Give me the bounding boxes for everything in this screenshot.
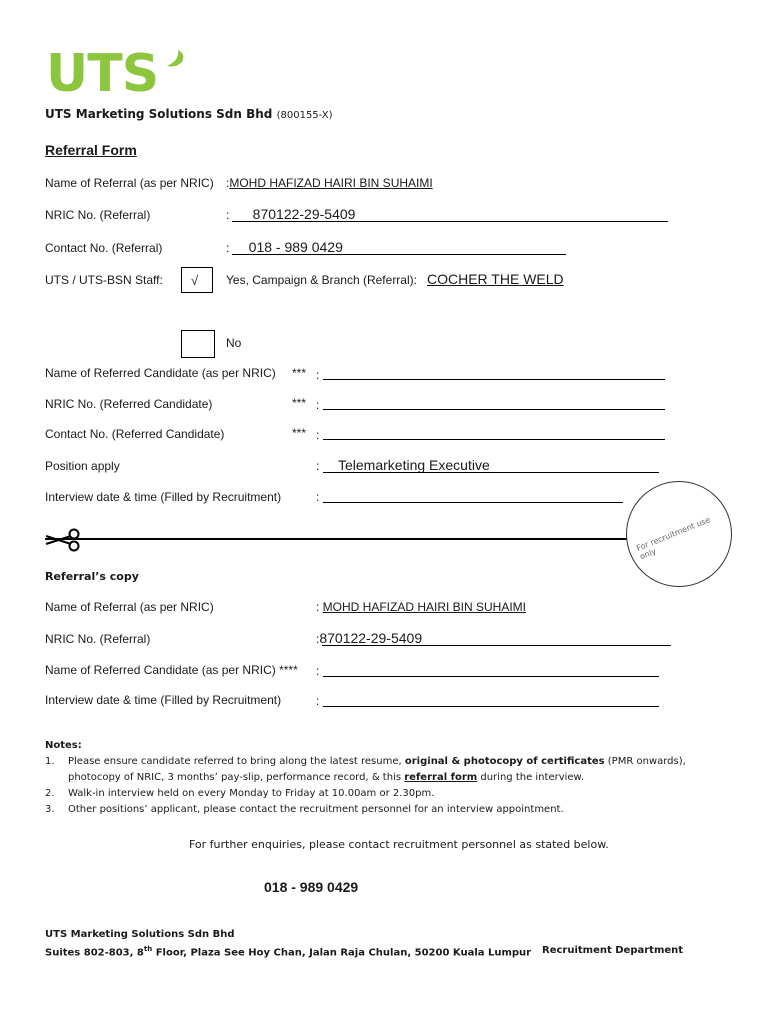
candidate-contact-required: *** (292, 426, 307, 440)
footer-company: UTS Marketing Solutions Sdn Bhd (45, 929, 235, 940)
copy-referral-nric-line (322, 645, 671, 646)
footer-address (45, 945, 531, 958)
copy-referral-name-label: Name of Referral (as per NRIC) (45, 600, 214, 614)
copy-referral-nric-value: 870122-29-5409 (319, 630, 423, 646)
interview-colon: : (316, 490, 320, 504)
staff-yes-checkbox[interactable] (181, 267, 213, 293)
copy-interview-colon: : (316, 694, 320, 708)
candidate-contact-colon: : (316, 428, 320, 442)
note-3-text: Other positions’ applicant, please contact the recruitment personnel for an interview appointment. (68, 804, 564, 815)
company-name: UTS Marketing Solutions Sdn Bhd (45, 107, 273, 121)
staff-label: UTS / UTS-BSN Staff: (45, 273, 163, 287)
copy-referral-nric-label: NRIC No. (Referral) (45, 632, 151, 646)
company-header (45, 107, 333, 121)
position-label: Position apply (45, 459, 120, 473)
note-1-text-f: during the interview. (480, 772, 584, 783)
note-1-number: 1. (45, 756, 55, 767)
candidate-nric-required: *** (292, 396, 307, 410)
referral-nric-line (232, 221, 668, 222)
note-2-text: Walk-in interview held on every Monday to Friday at 10.00am or 2.30pm. (68, 788, 435, 799)
candidate-nric-label: NRIC No. (Referred Candidate) (45, 397, 213, 411)
position-colon: : (316, 459, 320, 473)
staff-no-checkbox[interactable] (181, 330, 215, 358)
contact-number: 018 - 989 0429 (264, 879, 359, 895)
note-1-text-d: photocopy of NRIC, 3 months’ pay-slip, performance record, & this (68, 772, 402, 783)
form-title: Referral Form (45, 142, 137, 158)
logo-text: UTS (46, 44, 159, 104)
note-1-text-c: (PMR onwards), (607, 756, 686, 767)
scissors-icon (44, 528, 84, 552)
staff-no-label: No (226, 336, 242, 350)
note-1-line-1 (68, 756, 686, 767)
candidate-name-label: Name of Referred Candidate (as per NRIC) (45, 366, 276, 380)
referral-name-label: Name of Referral (as per NRIC) (45, 176, 214, 190)
copy-interview-input[interactable] (323, 706, 659, 707)
note-1-text-a: Please ensure candidate referred to bring along the latest resume, (68, 756, 402, 767)
interview-input[interactable] (323, 502, 623, 503)
position-line (323, 472, 659, 473)
note-2-number: 2. (45, 788, 55, 799)
referral-nric-value: 870122-29-5409 (252, 206, 356, 222)
candidate-nric-colon: : (316, 398, 320, 412)
cut-line (45, 538, 627, 540)
referral-name-value: MOHD HAFIZAD HAIRI BIN SUHAIMI (229, 176, 433, 190)
copy-candidate-name-colon: : (316, 664, 320, 678)
candidate-name-colon: : (316, 368, 320, 382)
copy-referral-name-field[interactable]: : MOHD HAFIZAD HAIRI BIN SUHAIMI (316, 600, 527, 614)
candidate-contact-label: Contact No. (Referred Candidate) (45, 427, 225, 441)
check-mark-icon: √ (191, 273, 199, 288)
recruitment-stamp (626, 481, 732, 587)
logo-accent-icon (164, 48, 186, 70)
copy-candidate-name-label: Name of Referred Candidate (as per NRIC) **** (45, 663, 298, 677)
staff-yes-value[interactable]: COCHER THE WELD (427, 271, 564, 287)
referral-nric-field[interactable]: : 870122-29-5409 (226, 206, 356, 222)
referral-nric-label: NRIC No. (Referral) (45, 208, 151, 222)
company-reg: (800155-X) (276, 110, 333, 121)
note-1-text-e: referral form (404, 772, 478, 783)
copy-referral-nric-field[interactable]: :870122-29-5409 (316, 630, 423, 646)
referral-contact-label: Contact No. (Referral) (45, 241, 163, 255)
referral-name-field[interactable]: :MOHD HAFIZAD HAIRI BIN SUHAIMI (226, 176, 433, 190)
stamp-text: For recruitment use only (635, 515, 712, 562)
referral-contact-field[interactable]: : 018 - 989 0429 (226, 239, 343, 255)
footer-address-b: Floor, Plaza See Hoy Chan, Jalan Raja Chulan, 50200 Kuala Lumpur (152, 947, 532, 959)
candidate-name-required: *** (292, 366, 307, 380)
footer-address-sup: th (143, 945, 153, 953)
note-1-text-b: original & photocopy of certificates (404, 756, 605, 767)
note-1-line-2 (68, 772, 584, 783)
candidate-nric-input[interactable] (323, 409, 665, 410)
referral-contact-line (232, 254, 566, 255)
enquiries-text: For further enquiries, please contact recruitment personnel as stated below. (189, 838, 609, 851)
copy-title: Referral’s copy (45, 570, 139, 583)
copy-candidate-name-input[interactable] (323, 676, 659, 677)
footer-department: Recruitment Department (542, 945, 684, 956)
notes-title: Notes: (45, 740, 82, 751)
position-value[interactable]: Telemarketing Executive (338, 457, 490, 473)
uts-logo (46, 44, 159, 104)
note-3-number: 3. (45, 804, 55, 815)
referral-contact-value: 018 - 989 0429 (248, 239, 343, 255)
copy-referral-name-value: MOHD HAFIZAD HAIRI BIN SUHAIMI (322, 600, 527, 614)
staff-yes-label: Yes, Campaign & Branch (Referral): (226, 273, 417, 287)
candidate-contact-input[interactable] (323, 439, 665, 440)
footer-address-a: Suites 802-803, 8 (45, 947, 144, 959)
interview-label: Interview date & time (Filled by Recruitment) (45, 490, 282, 504)
candidate-name-input[interactable] (323, 379, 665, 380)
copy-interview-label: Interview date & time (Filled by Recruitment) (45, 693, 282, 707)
